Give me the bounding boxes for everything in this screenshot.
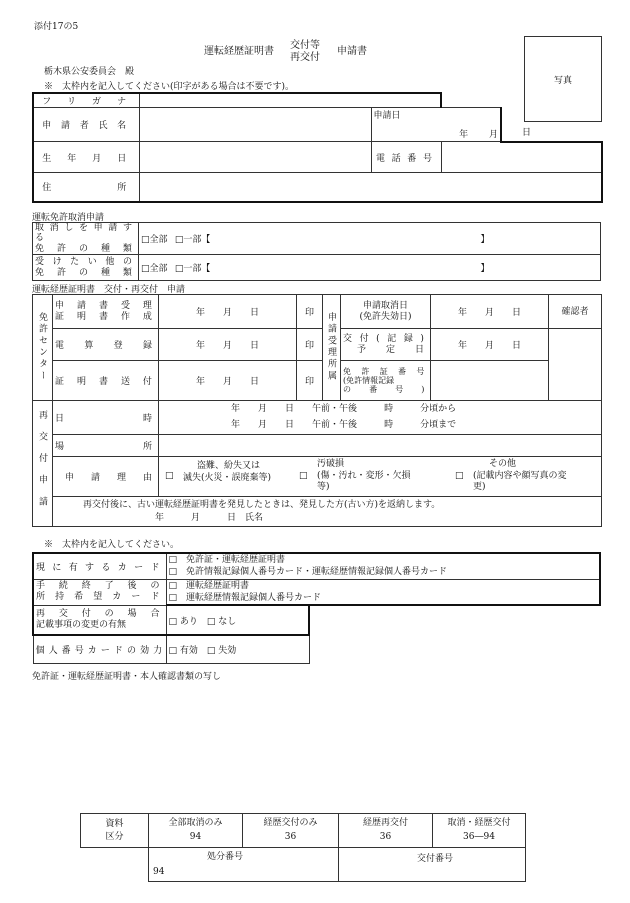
dept-label: 申請受理所属 [323, 295, 341, 401]
license-number-field[interactable] [431, 361, 549, 401]
datetime-field[interactable]: 年 月 日 午前・午後 時 分頃から 年 月 日 午前・午後 時 分頃まで [159, 401, 602, 435]
issue-number-cell[interactable] [339, 848, 526, 882]
revoke-type-label: 取消しを申請する 免許の種類 [33, 223, 139, 255]
cert-send-date[interactable]: 年 月 日 [159, 361, 297, 401]
issue-plan-label: 交付(記録) 予定日 [341, 329, 431, 361]
copy-note: 免許証・運転経歴証明書・本人確認書類の写し [32, 672, 222, 682]
reissue-table [32, 400, 602, 527]
computer-reg-label: 電算登録 [53, 329, 159, 361]
phone-field[interactable] [441, 142, 602, 173]
issue-section-title: 運転経歴証明書 交付・再交付 申請 [32, 285, 186, 295]
receipt-date[interactable]: 年 月 日 [159, 295, 297, 329]
addressee: 栃木県公安委員会 殿 [44, 67, 135, 77]
desired-card-label: 手続終了後の 所持希望カード [33, 579, 166, 605]
title-option-reissue: 再交付 [290, 52, 320, 63]
birthdate-label: 生年月日 [33, 142, 139, 173]
issue-table [32, 294, 602, 401]
office-col2[interactable]: 経歴交付のみ 36 [243, 814, 339, 848]
current-card-options[interactable] [166, 553, 600, 579]
reason2-label: 汚破損 (傷・汚れ・変形・欠損 等) [317, 459, 411, 493]
office-col3[interactable]: 経歴再交付 36 [339, 814, 433, 848]
computer-reg-seal[interactable]: 印 [297, 329, 323, 361]
birthdate-field[interactable] [139, 142, 371, 173]
current-card-opt1[interactable]: □ 免許証・運転経歴証明書 [168, 555, 286, 566]
applicant-table [32, 92, 603, 203]
issue-plan-date[interactable]: 年 月 日 [431, 329, 549, 361]
return-note-cell[interactable]: 再交付後に、古い運転経歴証明書を発見したときは、発見した方(古い方)を返納します。 年 月 日 氏名 [53, 497, 602, 527]
address-field[interactable] [139, 173, 602, 202]
receipt-seal[interactable]: 印 [297, 295, 323, 329]
mynumber-label: 個人番号カードの効力 [33, 635, 166, 663]
disposal-number-cell[interactable] [149, 848, 339, 882]
other-part-checkbox[interactable]: □一部【 [174, 264, 211, 275]
header-note: ※ 太枠内を記入してください(印字がある場合は不要です)。 [44, 82, 295, 92]
title-option-issue: 交付等 [290, 40, 320, 51]
reason2-checkbox[interactable]: □ [299, 471, 308, 481]
cert-send-seal[interactable]: 印 [297, 361, 323, 401]
office-col4[interactable]: 取消・経歴交付 36―94 [433, 814, 526, 848]
reason3-checkbox[interactable]: □ [455, 471, 464, 481]
sign-name-label: 氏名 [245, 512, 264, 523]
attachment-label: 添付17の5 [34, 22, 79, 32]
current-card-label: 現に有するカード [33, 553, 166, 579]
reason-field[interactable] [159, 457, 602, 497]
revoke-section-title: 運転免許取消申請 [32, 213, 105, 223]
applicant-name-field[interactable] [139, 108, 371, 142]
date-year: 年 [459, 130, 469, 140]
office-table [80, 813, 526, 882]
confirmer-label: 確認者 [549, 295, 602, 329]
change-options[interactable]: □ あり □ なし [166, 605, 309, 635]
mynumber-options[interactable]: □ 有効 □ 失効 [166, 635, 309, 663]
phone-label: 電話番号 [371, 142, 441, 173]
other-license-label: 受けたい他の 免許の種類 [33, 255, 139, 281]
reason3-label: その他 (記載内容や顔写真の変 更) [473, 459, 567, 493]
license-number-label: 免許証番号 (免許情報記録 の番号) [341, 361, 431, 401]
other-all-checkbox[interactable]: □全部 [141, 264, 168, 275]
applicant-name-label: 申請者氏名 [33, 108, 139, 142]
reissue-label: 再交付申請 [33, 401, 53, 527]
cancel-date[interactable]: 年 月 日 [431, 295, 549, 329]
desired-card-opt1[interactable]: □ 運転経歴証明書 [168, 580, 250, 591]
disposal-number-label: 処分番号 [207, 852, 244, 863]
revoke-table [32, 222, 601, 281]
return-note: 再交付後に、古い運転経歴証明書を発見したときは、発見した方(古い方)を返納します。 [83, 500, 441, 511]
computer-reg-date[interactable]: 年 月 日 [159, 329, 297, 361]
receipt-label: 申請書受理 証明書作成 [53, 295, 159, 329]
current-card-opt2[interactable]: □ 免許情報記録個人番号カード・運転経歴情報記録個人番号カード [168, 567, 448, 578]
date-day-cell [501, 108, 602, 142]
address-label: 住所 [33, 173, 139, 202]
datetime-label: 日時 [53, 401, 159, 435]
date-month: 月 [488, 130, 498, 140]
cards-table [32, 552, 601, 664]
application-date-label: 申請日 [373, 111, 401, 121]
furigana-label: フリガナ [33, 93, 139, 108]
confirmer-field[interactable] [549, 329, 602, 401]
place-label: 場所 [53, 435, 159, 457]
title-suffix: 申請書 [337, 46, 367, 57]
disposal-number-value: 94 [153, 866, 165, 877]
cards-note: ※ 太枠内を記入してください。 [44, 540, 180, 550]
reason1-label: 盗難、紛失又は 滅失(火災・誤廃棄等) [183, 461, 272, 483]
license-center-label: 免許センター [33, 295, 53, 401]
reason-label: 申請理由 [53, 457, 159, 497]
revoke-all-checkbox[interactable]: □全部 [141, 235, 168, 246]
revoke-part-checkbox[interactable]: □一部【 [174, 235, 211, 246]
cancel-date-label: 申請取消日 (免許失効日) [341, 295, 431, 329]
date-day: 日 [522, 127, 532, 138]
cert-send-label: 証明書送付 [53, 361, 159, 401]
desired-card-opt2[interactable]: □ 運転経歴情報記録個人番号カード [168, 592, 322, 603]
change-label: 再交付の場合 記載事項の変更の有無 [33, 605, 166, 635]
reason1-checkbox[interactable]: □ [165, 471, 174, 481]
application-date-cell[interactable] [371, 108, 501, 142]
photo-label: 写真 [553, 76, 572, 86]
other-license-field[interactable]: □全部 □一部【 】 [139, 255, 601, 281]
title-main: 運転経歴証明書 [204, 46, 274, 57]
furigana-field[interactable] [139, 93, 441, 108]
desired-card-options[interactable] [166, 579, 600, 605]
place-field[interactable] [159, 435, 602, 457]
office-col1[interactable]: 全部取消のみ 94 [149, 814, 243, 848]
issue-number-label: 交付番号 [417, 854, 454, 864]
category-label: 資料 区分 [81, 814, 149, 848]
revoke-type-field[interactable]: □全部 □一部【 】 [139, 223, 601, 255]
